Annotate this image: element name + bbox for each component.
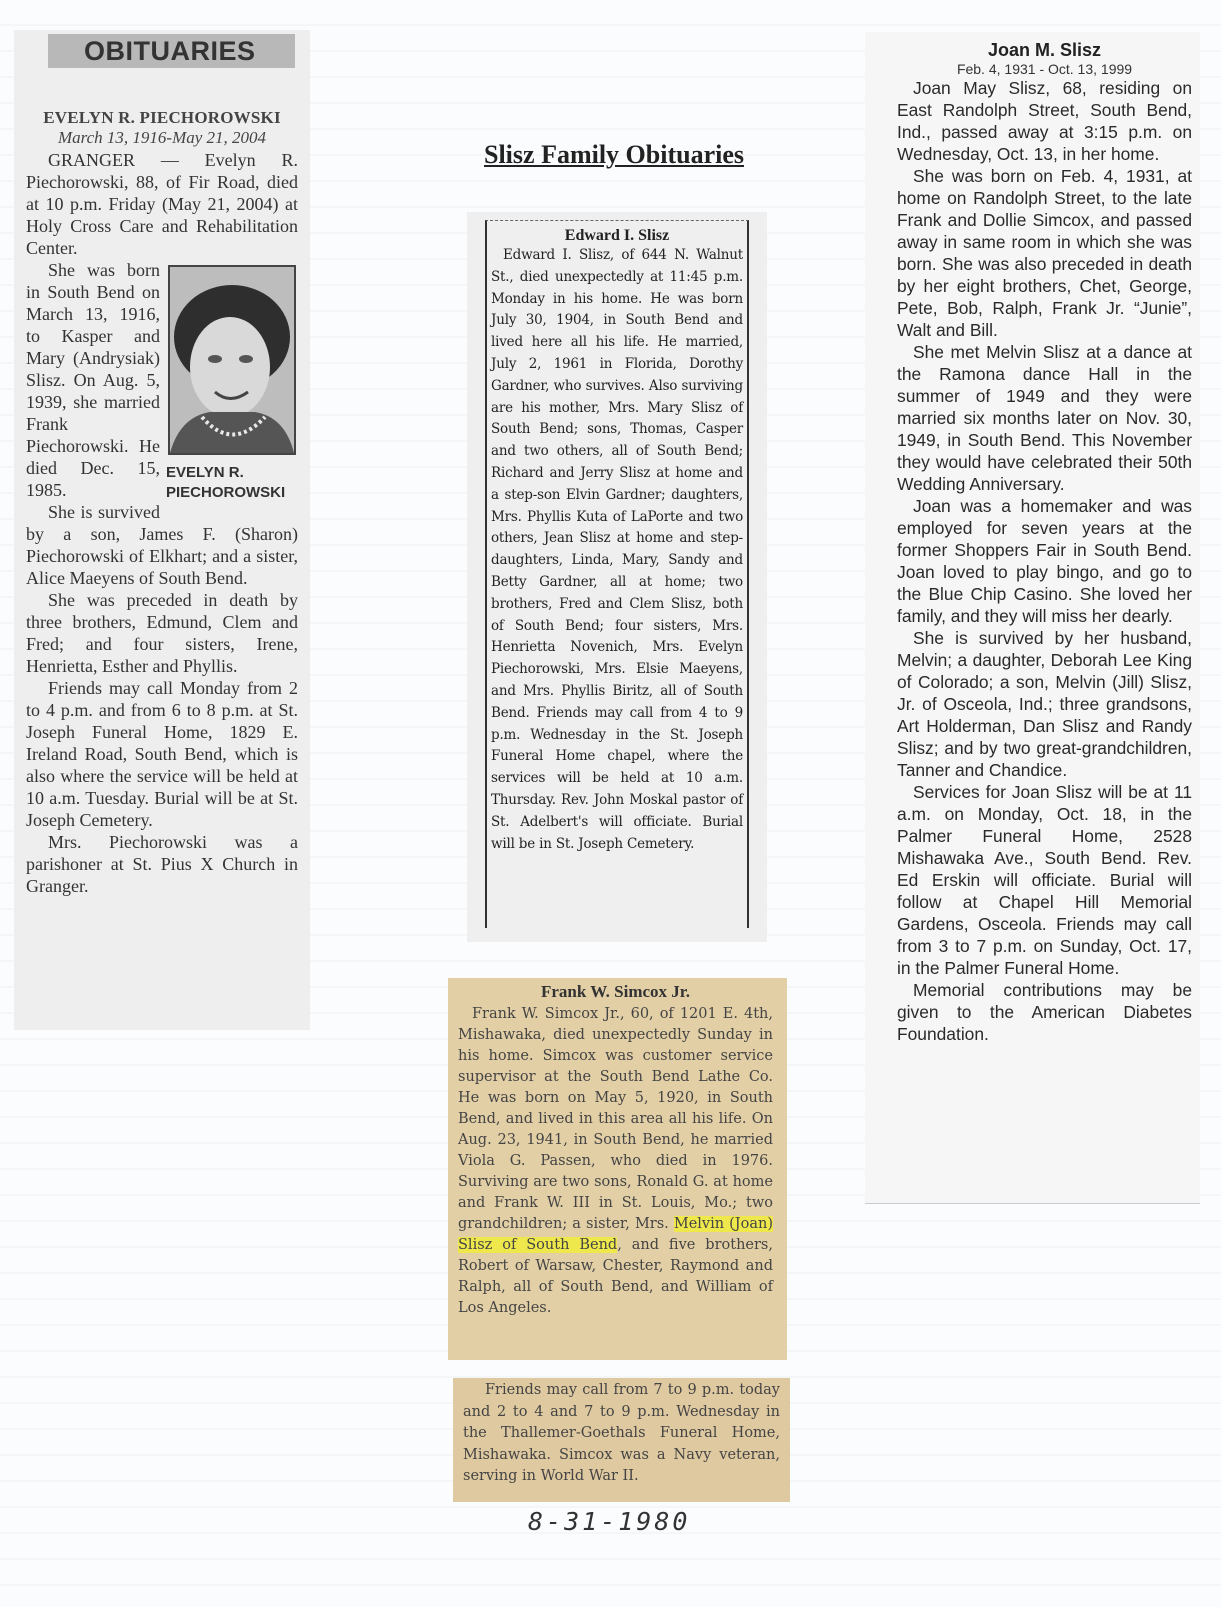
joan-paragraph-2: She was born on Feb. 4, 1931, at home on Randolph Street, to the late Frank and Dollie Simcox, and passed away in same room in which she was born. She was also preceded in death by her eight brothers, Chet, George, Pete, Bob, Ralph, Frank Jr. “Junie”, Walt and Bill. [897, 166, 1192, 340]
joan-paragraph-6: Services for Joan Slisz will be at 11 a.m. on Monday, Oct. 18, in the Palmer Funeral Home, 2528 Mishawaka Ave., South Bend. Rev. Ed Erskin will officiate. Burial will follow at Chapel Hill Memorial Gardens, Osceola. Friends may call from 3 to 7 p.m. on Sunday, Oct. 17, in the Palmer Funeral Home. [897, 782, 1192, 978]
edward-column [485, 220, 749, 928]
evelyn-dates: March 13, 1916-May 21, 2004 [57, 128, 267, 147]
page-title: Slisz Family Obituaries [484, 140, 744, 169]
frank-paragraph-2: Friends may call from 7 to 9 p.m. today and 2 to 4 and 7 to 9 p.m. Wednesday in the Thallemer-Goethals Funeral Home, Mishawaka. Simcox was a Navy veteran, serving in World War II. [463, 1382, 780, 1484]
joan-paragraph-7: Memorial contributions may be given to the American Diabetes Foundation. [897, 980, 1192, 1044]
evelyn-paragraph-5: Friends may call Monday from 2 to 4 p.m. and from 6 to 8 p.m. at St. Joseph Funeral Home, 1829 E. Ireland Road, South Bend, which is also where the service will be held at 10 a.m. Tuesday. Burial will be at St. Joseph Cemetery. [26, 678, 298, 830]
evelyn-paragraph-4: She was preceded in death by three brothers, Edmund, Clem and Fred; and four sisters, Irene, Henrietta, Esther and Phyllis. [26, 590, 298, 676]
handwritten-date: 8-31-1980 [528, 1507, 691, 1536]
photo-caption-line-2: PIECHOROWSKI [166, 484, 286, 501]
joan-paragraph-4: Joan was a homemaker and was employed for seven years at the former Shoppers Fair in South Bend. Joan loved to play bingo, and go to the Blue Chip Casino. She loved her family, and they will miss her dearly. [897, 496, 1192, 626]
joan-name: Joan M. Slisz [987, 40, 1102, 60]
joan-paragraph-3: She met Melvin Slisz at a dance at the Ramona dance Hall in the summer of 1949 and they were married six months later on Nov. 30, 1949, in South Bend. This November they would have celebrated their 50th Wedding Anniversary. [897, 342, 1192, 494]
portrait-image [170, 267, 294, 453]
edward-paragraph: Edward I. Slisz, of 644 N. Walnut St., died unexpectedly at 11:45 p.m. Monday in his home. He was born July 30, 1904, in South Bend and lived here all his life. He married, July 2, 1961 in Florida, Dorothy Gardner, who survives. Also surviving are his mother, Mrs. Mary Slisz of South Bend; sons, Thomas, Casper and two others, all of South Bend; Richard and Jerry Slisz at home and a step-son Elvin Gardner; daughters, Mrs. Phyllis Kuta of LaPorte and two others, Jean Slisz at home and step-daughters, Linda, Mary, Sandy and Betty Gardner, all at home; two brothers, Fred and Clem Slisz, both of South Bend; four sisters, Mrs. Henrietta Novenich, Mrs. Evelyn Piechorowski, Mrs. Elsie Maeyens, and Mrs. Phyllis Biritz, all of South Bend. Friends may call from 4 to 9 p.m. Wednesday in the St. Joseph Funeral Home chapel, where the services will be held at 10 a.m. Thursday. Rev. John Moskal pastor of St. Adelbert's will officiate. Burial will be in St. Joseph Cemetery. [491, 247, 743, 852]
evelyn-photo-block [168, 265, 298, 503]
evelyn-paragraph-3: She is survived by a son, James F. (Sharon) Piechorowski of Elkhart; and a sister, Alice Maeyens of South Bend. [26, 502, 298, 588]
frank-text-before: Frank W. Simcox Jr., 60, of 1201 E. 4th, Mishawaka, died unexpectedly Sunday in his home. Simcox was customer service supervisor at the South Bend Lathe Co. He was born on May 5, 1920, in South Bend, and lived in this area all his life. On Aug. 23, 1941, in South Bend, he married Viola G. Passen, who died in 1976. Surviving are two sons, Ronald G. at home and Frank W. III in St. Louis, Mo.; two grandchildren; a sister, Mrs. [458, 1006, 773, 1232]
frank-name: Frank W. Simcox Jr. [540, 982, 691, 1001]
frank-obituary-clipping [448, 978, 787, 1360]
photo-caption [166, 463, 298, 503]
obituaries-banner: OBITUARIES [48, 34, 295, 68]
highlighted-text: Melvin (Joan) Slisz of South Bend [458, 1216, 773, 1253]
frank-obituary-clipping-continued [453, 1378, 790, 1502]
photo-caption-line-1: EVELYN R. [166, 464, 244, 481]
evelyn-paragraph-6: Mrs. Piechorowski was a parishoner at St. Pius X Church in Granger. [26, 832, 298, 896]
frank-paragraph-1 [458, 1004, 773, 1319]
edward-name: Edward I. Slisz [564, 227, 670, 244]
edward-obituary-clipping [467, 212, 767, 942]
evelyn-name: EVELYN R. PIECHOROWSKI [43, 108, 281, 127]
evelyn-paragraph-2: She was born in South Bend on March 13, 1916, to Kasper and Mary (Andrysiak) Slisz. On Aug. 5, 1939, she married Frank Piechorowski. He died Dec. 15, 1985. [26, 260, 160, 500]
frank-text-after: , and five brothers, Robert of Warsaw, Chester, Raymond and Ralph, all of South Bend, and William of Los Angeles. [458, 1237, 773, 1316]
joan-dates: Feb. 4, 1931 - Oct. 13, 1999 [956, 61, 1133, 77]
joan-paragraph-5: She is survived by her husband, Melvin; a daughter, Deborah Lee King of Colorado; a son, Melvin (Jill) Slisz, Jr. of Osceola, Ind.; three grandsons, Art Holderman, Dan Slisz and Randy Slisz; and by two great-grandchildren, Tanner and Chandice. [897, 628, 1192, 780]
evelyn-obituary-clipping [14, 30, 310, 1030]
evelyn-paragraph-1: GRANGER — Evelyn R. Piechorowski, 88, of Fir Road, died at 10 p.m. Friday (May 21, 2004) at Holy Cross Care and Rehabilitation Center. [26, 150, 298, 258]
joan-obituary-clipping [865, 32, 1200, 1204]
evelyn-portrait-photo [168, 265, 296, 455]
joan-paragraph-1: Joan May Slisz, 68, residing on East Randolph Street, South Bend, Ind., passed away at 3:15 p.m. on Wednesday, Oct. 13, in her home. [897, 78, 1192, 164]
